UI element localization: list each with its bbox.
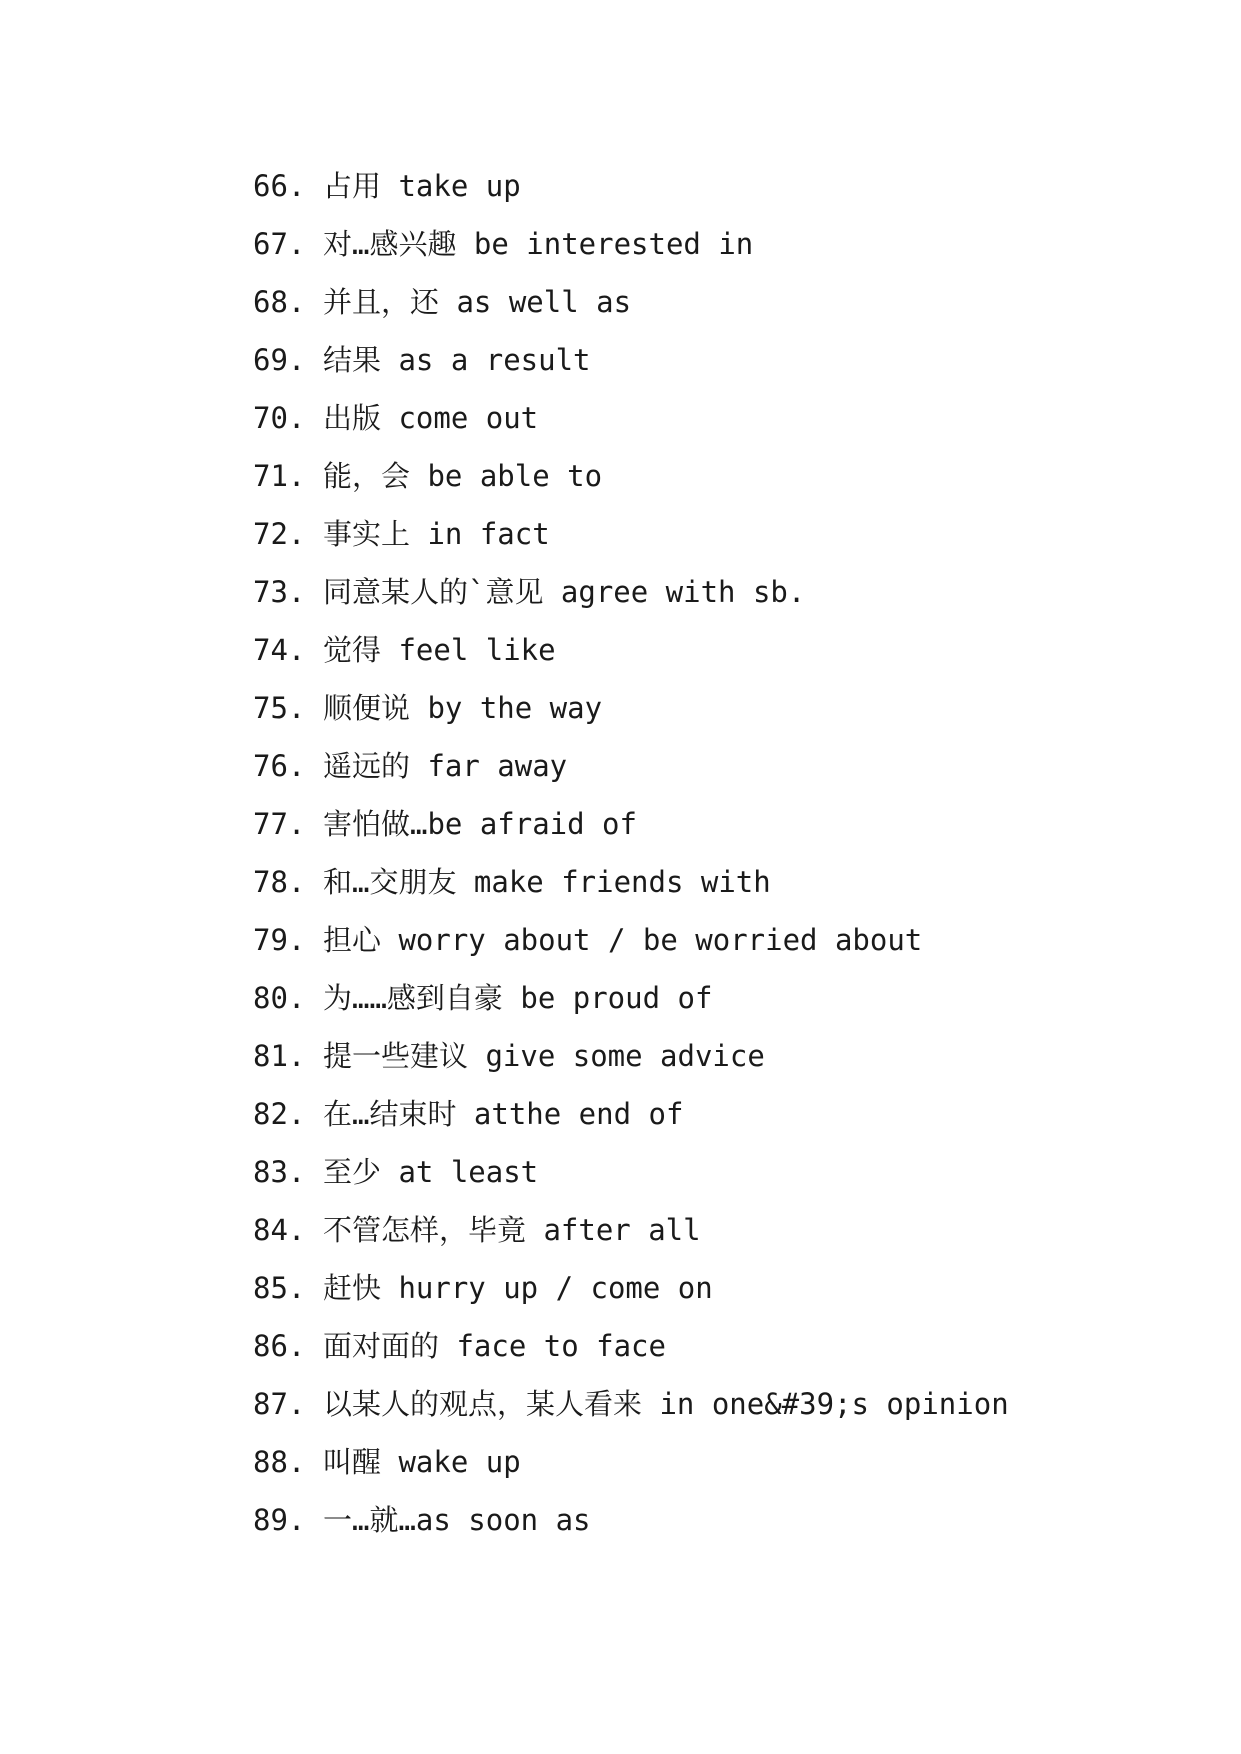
item-text: 同意某人的`意见 agree with sb. xyxy=(323,575,806,609)
list-item xyxy=(253,331,1009,389)
item-number: 86. xyxy=(253,1329,306,1363)
list-item xyxy=(253,795,1009,853)
phrase-list xyxy=(253,157,1009,1549)
list-item xyxy=(253,273,1009,331)
list-item xyxy=(253,1317,1009,1375)
item-text: 在…结束时 atthe end of xyxy=(323,1097,684,1131)
item-text: 叫醒 wake up xyxy=(323,1445,521,1479)
item-text: 不管怎样，毕竟 after all xyxy=(323,1213,701,1247)
item-text: 顺便说 by the way xyxy=(323,691,603,725)
item-number: 89. xyxy=(253,1503,306,1537)
item-number: 71. xyxy=(253,459,306,493)
list-item xyxy=(253,1375,1009,1433)
item-number: 70. xyxy=(253,401,306,435)
list-item xyxy=(253,505,1009,563)
item-text: 和…交朋友 make friends with xyxy=(323,865,771,899)
list-item xyxy=(253,563,1009,621)
item-number: 75. xyxy=(253,691,306,725)
list-item xyxy=(253,737,1009,795)
item-number: 84. xyxy=(253,1213,306,1247)
list-item xyxy=(253,215,1009,273)
list-item xyxy=(253,1085,1009,1143)
list-item xyxy=(253,1433,1009,1491)
list-item xyxy=(253,853,1009,911)
item-number: 69. xyxy=(253,343,306,377)
item-text: 出版 come out xyxy=(323,401,539,435)
item-text: 对…感兴趣 be interested in xyxy=(323,227,754,261)
list-item xyxy=(253,969,1009,1027)
item-number: 76. xyxy=(253,749,306,783)
list-item xyxy=(253,389,1009,447)
item-text: 事实上 in fact xyxy=(323,517,550,551)
item-text: 结果 as a result xyxy=(323,343,591,377)
item-text: 遥远的 far away xyxy=(323,749,568,783)
item-text: 占用 take up xyxy=(323,169,521,203)
item-text: 为……感到自豪 be proud of xyxy=(323,981,713,1015)
list-item xyxy=(253,1491,1009,1549)
list-item xyxy=(253,1027,1009,1085)
item-number: 72. xyxy=(253,517,306,551)
item-number: 77. xyxy=(253,807,306,841)
item-number: 74. xyxy=(253,633,306,667)
item-number: 82. xyxy=(253,1097,306,1131)
item-number: 79. xyxy=(253,923,306,957)
list-item xyxy=(253,679,1009,737)
item-text: 担心 worry about / be worried about xyxy=(323,923,923,957)
item-text: 以某人的观点，某人看来 in one&#39;s opinion xyxy=(323,1387,1009,1421)
item-number: 88. xyxy=(253,1445,306,1479)
item-number: 87. xyxy=(253,1387,306,1421)
list-item xyxy=(253,447,1009,505)
item-number: 66. xyxy=(253,169,306,203)
item-text: 赶快 hurry up / come on xyxy=(323,1271,713,1305)
item-text: 一…就…as soon as xyxy=(323,1503,591,1537)
item-text: 至少 at least xyxy=(323,1155,539,1189)
item-text: 并且，还 as well as xyxy=(323,285,632,319)
item-number: 73. xyxy=(253,575,306,609)
item-number: 85. xyxy=(253,1271,306,1305)
item-number: 67. xyxy=(253,227,306,261)
item-text: 觉得 feel like xyxy=(323,633,556,667)
item-text: 提一些建议 give some advice xyxy=(323,1039,765,1073)
item-text: 害怕做…be afraid of xyxy=(323,807,637,841)
item-text: 能，会 be able to xyxy=(323,459,603,493)
list-item xyxy=(253,621,1009,679)
item-number: 78. xyxy=(253,865,306,899)
item-number: 68. xyxy=(253,285,306,319)
item-text: 面对面的 face to face xyxy=(323,1329,666,1363)
list-item xyxy=(253,911,1009,969)
item-number: 81. xyxy=(253,1039,306,1073)
list-item xyxy=(253,1201,1009,1259)
list-item xyxy=(253,157,1009,215)
list-item xyxy=(253,1259,1009,1317)
item-number: 80. xyxy=(253,981,306,1015)
list-item xyxy=(253,1143,1009,1201)
item-number: 83. xyxy=(253,1155,306,1189)
